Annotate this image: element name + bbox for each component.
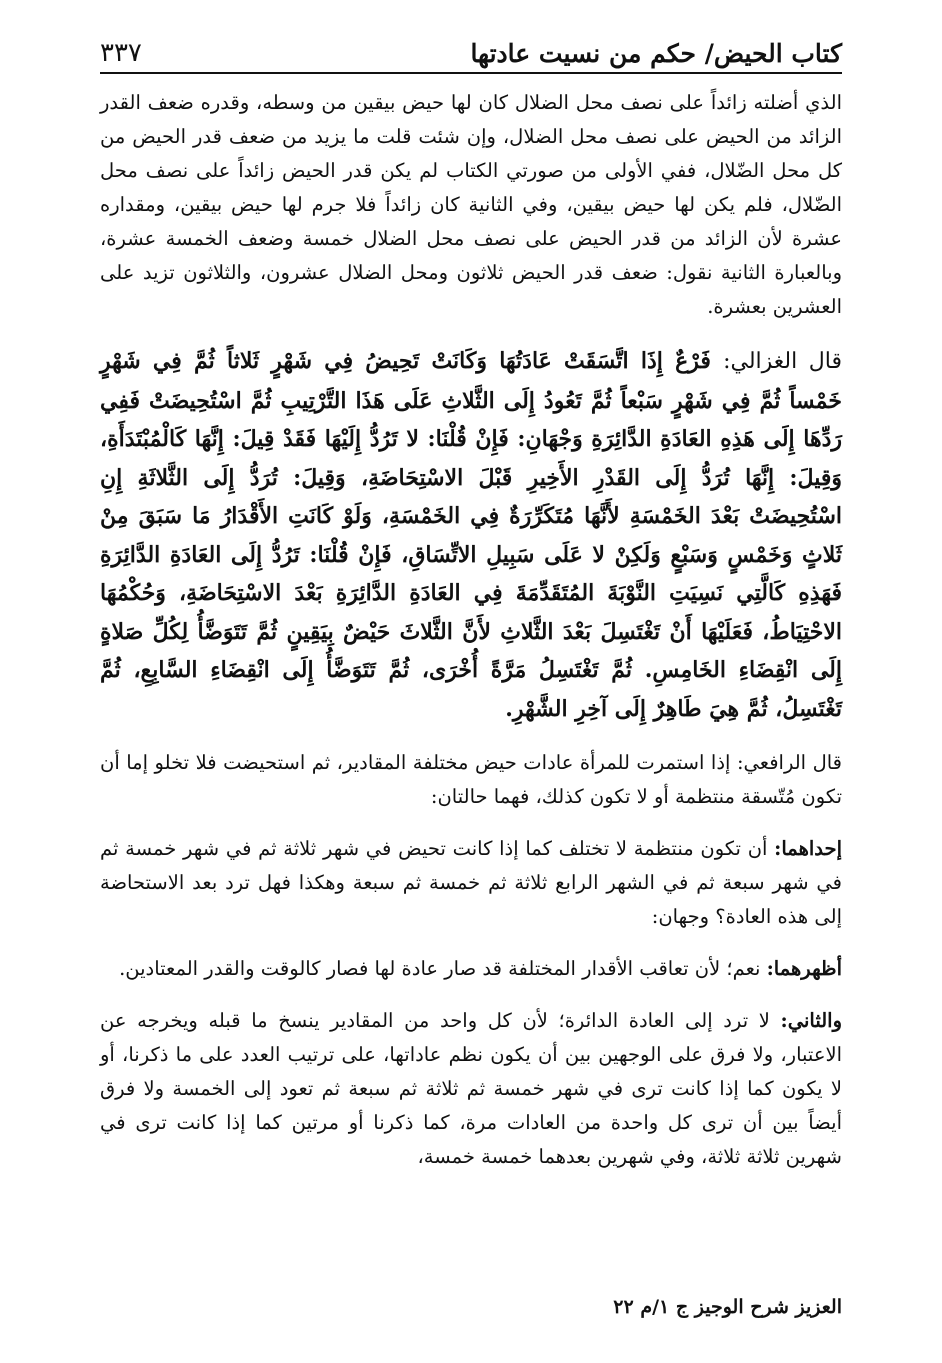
paragraph-text: إذا استمرت للمرأة عادات حيض مختلفة المقادير، ثم استحيضت فلا تخلو إما أن تكون مُتّسقة منتظمة أو لا تكون كذلك، فهما حالتان: xyxy=(100,751,842,808)
paragraph-text: الذي أضلته زائداً على نصف محل الضلال كان لها حيض بيقين من وسطه، وقدره ضعف القدر الزائد من الحيض على نصف محل الضلال، وإن شئت قلت ما يزيد من ضعف قدر الحيض من كل محل الضّلال، ففي الأولى من صورتي الكتاب لم يكن قدر الحيض زائداً على نصف محل الضّلال، فلم يكن لها حيض بيقين، وفي الثانية كان زائداً فلا جرم لها حيض بيقين، ومقداره عشرة لأن الزائد من قدر الحيض على نصف محل الضلال خمسة وضعف الخمسة عشرة، وبالعبارة الثانية نقول: ضعف قدر الحيض ثلاثون ومحل الضلال عشرون، والثلاثون تزيد على العشرين بعشرة. xyxy=(100,91,842,318)
paragraph-text: فَرْعٌ إِذَا اتَّسَقَتْ عَادَتُهَا وَكَانَتْ تَحِيضُ فِي شَهْرٍ ثَلاثاً ثُمَّ فِي شَهْرٍ خَمْساً ثُمَّ فِي شَهْرٍ سَبْعاً ثُمَّ تَعُودُ إِلَى الثَّلاثِ عَلَى هَذَا التَّرْتِيبِ ثُمَّ اسْتُحِيضَتْ فَفِي رَدِّهَا إِلَى هَذِهِ العَادَةِ الدَّائِرَةِ وَجْهَانِ: فَإِنْ قُلْنَا: لا تَرُدُّ إِلَيْهَا فَقَدْ قِيلَ: إِنَّهَا كَالْمُبْتَدَأَةِ، وَقِيلَ: إِنَّهَا تُرَدُّ إِلَى القَدْرِ الأَخِيرِ قَبْلَ الاسْتِحَاضَةِ، وَقِيلَ: تُرَدُّ إِلَى الثَّلاثَةِ إِنِ اسْتُحِيضَتْ بَعْدَ الخَمْسَةِ لأَنَّهَا مُتَكَرِّرَةٌ فِي الخَمْسَةِ، وَلَوْ كَانَتِ الأَقْدَارُ مَا سَبَقَ مِنْ ثَلاثٍ وَخَمْسٍ وَسَبْعٍ وَلَكِنْ لا عَلَى سَبِيلِ الاتِّسَاقِ، فَإِنْ قُلْنَا: تَرُدُّ إِلَى العَادَةِ الدَّائِرَةِ فَهَذِهِ كَالَّتِي نَسِيَتِ النَّوْبَةَ المُتَقَدِّمَةَ فِي العَادَةِ الدَّائِرَةِ بَعْدَ الاسْتِحَاضَةِ، وَحُكْمُهَا الاحْتِيَاطُ، فَعَلَيْهَا أَنْ تَغْتَسِلَ بَعْدَ الثَّلاثِ لأَنَّ الثَّلاثَ حَيْضٌ بِيَقِينٍ ثُمَّ تَتَوَضَّأُ لِكُلِّ صَلاةٍ إِلَى انْقِضَاءِ الخَامِسِ. ثُمَّ تَغْتَسِلُ مَرَّةً أُخْرَى، ثُمَّ تَتَوَضَّأُ إِلَى انْقِضَاءِ السَّابِعِ، ثُمَّ تَغْتَسِلُ، ثُمَّ هِيَ طَاهِرٌ إِلَى آخِرِ الشَّهْرِ. xyxy=(100,348,842,722)
paragraph-text: لا ترد إلى العادة الدائرة؛ لأن كل واحد من المقادير ينسخ ما قبله ويخرجه عن الاعتبار، ولا فرق على الوجهين بين أن يكون نظم عاداتها، على ترتيب العدد على ما ذكرنا، أو لا يكون كما إذا كانت ترى في شهر خمسة ثم ثلاثة ثم سبعة ثم تعود إلى الخمسة ولا فرق أيضاً بين أن ترى كل واحدة من العادات مرة، كما ذكرنا أو مرتين كما إذا كانت ترى في شهرين ثلاثة ثلاثة، وفي شهرين بعدهما خمسة خمسة، xyxy=(100,1009,842,1168)
paragraph-text: نعم؛ لأن تعاقب الأقدار المختلفة قد صار عادة لها فصار كالوقت والقدر المعتادين. xyxy=(119,957,761,980)
view-label: والثاني: xyxy=(780,1009,843,1032)
paragraph-continuation xyxy=(100,86,842,324)
paragraph-second-view xyxy=(100,1004,842,1174)
view-label: أظهرهما: xyxy=(766,957,842,980)
page-header xyxy=(100,28,842,74)
page-body xyxy=(100,86,842,1192)
paragraph-first-view xyxy=(100,952,842,986)
paragraph-rafii-intro xyxy=(100,746,842,814)
page-number: ٣٣٧ xyxy=(100,38,142,68)
paragraph-first-case xyxy=(100,832,842,934)
case-label: إحداهما: xyxy=(774,837,842,860)
speaker-label: قال الرافعي: xyxy=(736,751,843,774)
speaker-label: قال الغزالي: xyxy=(723,349,842,374)
running-title: كتاب الحيض/ حكم من نسيت عادتها xyxy=(470,39,842,68)
paragraph-ghazali-quote xyxy=(100,342,842,728)
paragraph-text: أن تكون منتظمة لا تختلف كما إذا كانت تحيض في شهر ثلاثة ثم في شهر خمسة ثم في شهر سبعة ثم في الشهر الرابع ثلاثة ثم خمسة ثم سبعة وهكذا فهل ترد بعد الاستحاضة إلى هذه العادة؟ وجهان: xyxy=(100,837,842,928)
page-footer-signature: العزيز شرح الوجيز ج ١/م ٢٢ xyxy=(613,1296,842,1318)
